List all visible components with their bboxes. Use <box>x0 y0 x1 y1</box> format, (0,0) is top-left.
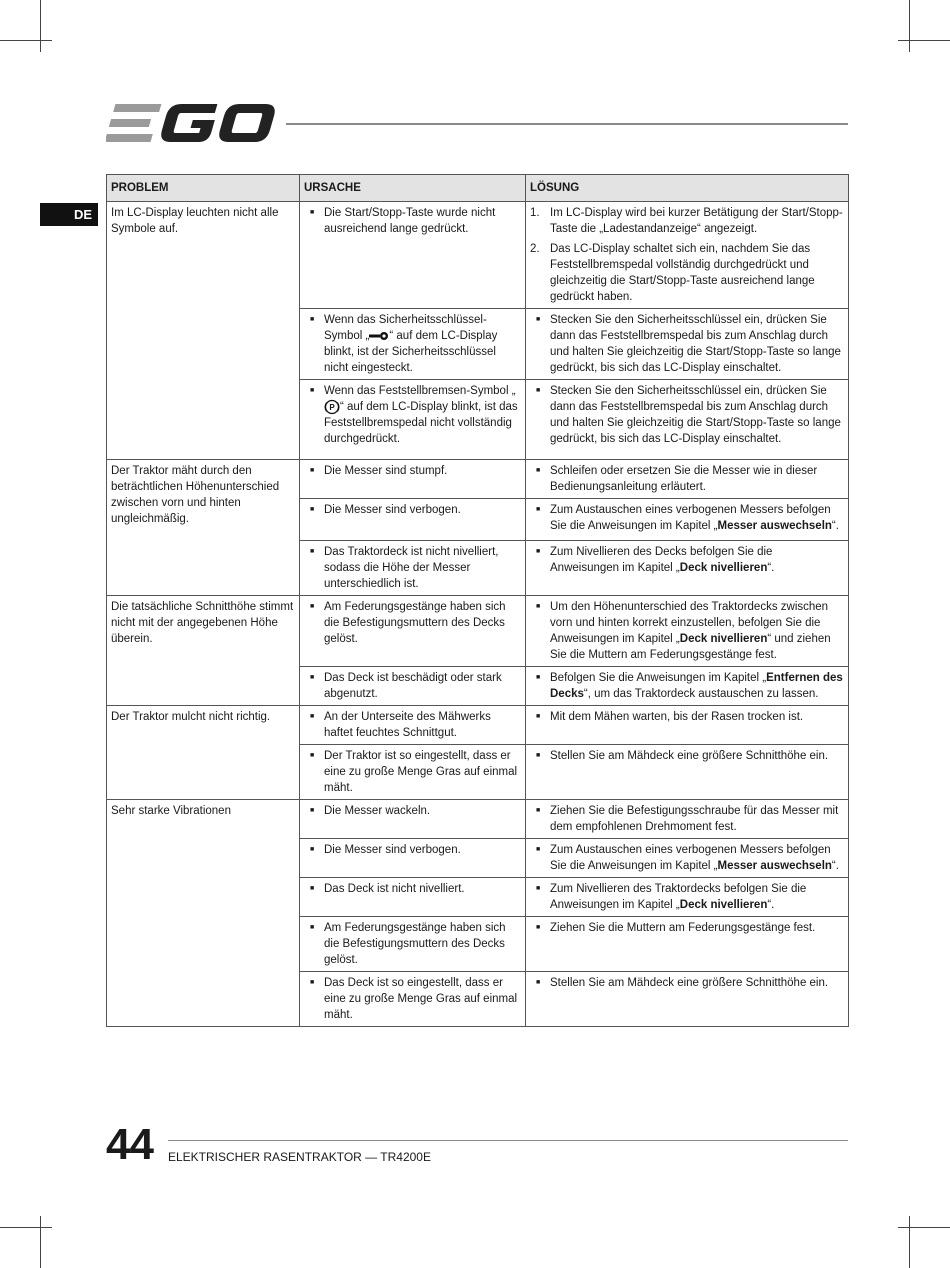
solution-cell: ■ Stellen Sie am Mähdeck eine größere Schnitthöhe ein. <box>526 972 849 1027</box>
solution-cell: ■ Stecken Sie den Sicherheitsschlüssel ein, drücken Sie dann das Feststellbremspedal bis zum Anschlag durch und halten Sie gleichzeitig die Start/Stopp-Taste so lange gedrückt, bis sich das LC-Display einschaltet. <box>526 309 849 380</box>
svg-text:P: P <box>329 403 335 412</box>
chapter-reference: Deck nivellieren <box>679 899 768 911</box>
crop-mark <box>0 1227 52 1228</box>
solution-cell: ■ Ziehen Sie die Befestigungsschraube für das Messer mit dem empfohlenen Drehmoment fest. <box>526 800 849 839</box>
crop-mark <box>0 40 52 41</box>
safety-key-icon <box>369 331 389 341</box>
chapter-reference: Deck nivellieren <box>679 562 768 574</box>
crop-mark <box>40 1216 41 1268</box>
page-number: 44 <box>106 1120 153 1169</box>
problem-cell: Die tatsächliche Schnitthöhe stimmt nicht mit der angegebenen Höhe überein. <box>107 596 300 706</box>
cause-cell: ■ Das Deck ist so eingestellt, dass er eine zu große Menge Gras auf einmal mäht. <box>300 972 526 1027</box>
table-header-row <box>107 175 849 202</box>
cause-cell: ■ An der Unterseite des Mähwerks haftet feuchtes Schnittgut. <box>300 706 526 745</box>
crop-mark <box>40 0 41 52</box>
solution-cell: ■ Zum Austauschen eines verbogenen Messers befolgen Sie die Anweisungen im Kapitel „Messer auswechseln“. <box>526 839 849 878</box>
header-cause: URSACHE <box>300 175 526 202</box>
table-row <box>107 800 849 839</box>
solution-cell: ■ Um den Höhenunterschied des Traktordecks zwischen vorn und hinten korrekt einzustellen, befolgen Sie die Anweisungen im Kapitel „Deck nivellieren“ und ziehen Sie die Muttern am Federungsgestänge fest. <box>526 596 849 667</box>
troubleshooting-table <box>106 174 849 1027</box>
table-row <box>107 596 849 667</box>
crop-mark <box>898 1227 950 1228</box>
cause-cell: ■ Wenn das Sicherheitsschlüssel-Symbol „ “ auf dem LC-Display blinkt, ist der Sicherheitsschlüssel nicht eingesteckt. <box>300 309 526 380</box>
problem-cell: Sehr starke Vibrationen <box>107 800 300 1027</box>
solution-cell: ■ Mit dem Mähen warten, bis der Rasen trocken ist. <box>526 706 849 745</box>
solution-cell: ■ Zum Nivellieren des Traktordecks befolgen Sie die Anweisungen im Kapitel „Deck nivellieren“. <box>526 878 849 917</box>
header-rule <box>286 123 848 125</box>
cause-cell: ■ Das Deck ist nicht nivelliert. <box>300 878 526 917</box>
solution-cell: ■ Befolgen Sie die Anweisungen im Kapitel „Entfernen des Decks“, um das Traktordeck austauschen zu lassen. <box>526 667 849 706</box>
solution-cell: ■ Stecken Sie den Sicherheitsschlüssel ein, drücken Sie dann das Feststellbremspedal bis zum Anschlag durch und halten Sie gleichzeitig die Start/Stopp-Taste so lange gedrückt, bis sich das LC-Display einschaltet. <box>526 380 849 460</box>
cause-cell: ■ Das Traktordeck ist nicht nivelliert, sodass die Höhe der Messer unterschiedlich ist. <box>300 541 526 596</box>
cause-cell: ■ Das Deck ist beschädigt oder stark abgenutzt. <box>300 667 526 706</box>
cause-cell: ■ Am Federungsgestänge haben sich die Befestigungsmuttern des Decks gelöst. <box>300 596 526 667</box>
footer-rule <box>168 1140 848 1141</box>
header-problem: PROBLEM <box>107 175 300 202</box>
cause-cell: ■ Die Messer sind stumpf. <box>300 460 526 499</box>
table-row <box>107 706 849 745</box>
chapter-reference: Messer auswechseln <box>717 520 832 532</box>
language-tab: DE <box>40 203 98 226</box>
problem-cell: Der Traktor mäht durch den beträchtlichen Höhenunterschied zwischen vorn und hinten ungleichmäßig. <box>107 460 300 596</box>
cause-cell: ■ Wenn das Feststellbremsen-Symbol „ P “ auf dem LC-Display blinkt, ist das Feststellbremspedal nicht vollständig durchgedrückt. <box>300 380 526 460</box>
crop-mark <box>909 0 910 52</box>
solution-cell: ■ Zum Austauschen eines verbogenen Messers befolgen Sie die Anweisungen im Kapitel „Messer auswechseln“. <box>526 499 849 541</box>
cause-cell: ■ Am Federungsgestänge haben sich die Befestigungsmuttern des Decks gelöst. <box>300 917 526 972</box>
crop-mark <box>898 40 950 41</box>
chapter-reference: Entfernen des Decks <box>550 672 843 700</box>
header-solution: LÖSUNG <box>526 175 849 202</box>
solution-cell: 1. Im LC-Display wird bei kurzer Betätigung der Start/Stopp-Taste die „Ladestandanzeige“ angezeigt. 2. Das LC-Display schaltet sich ein, nachdem Sie das Feststellbremspedal vollständig durchgedrückt und gleichzeitig die Start/Stopp-Taste ausreichend lange gedrückt haben. <box>526 202 849 309</box>
ego-logo <box>106 102 278 144</box>
crop-mark <box>909 1216 910 1268</box>
parking-brake-icon <box>324 399 340 415</box>
chapter-reference: Messer auswechseln <box>717 860 832 872</box>
table-row <box>107 460 849 499</box>
problem-cell: Der Traktor mulcht nicht richtig. <box>107 706 300 800</box>
problem-cell: Im LC-Display leuchten nicht alle Symbole auf. <box>107 202 300 460</box>
solution-cell: ■ Schleifen oder ersetzen Sie die Messer wie in dieser Bedienungsanleitung erläutert. <box>526 460 849 499</box>
footer-title: ELEKTRISCHER RASENTRAKTOR — TR4200E <box>168 1150 431 1164</box>
cause-cell: ■ Der Traktor ist so eingestellt, dass er eine zu große Menge Gras auf einmal mäht. <box>300 745 526 800</box>
chapter-reference: Deck nivellieren <box>679 633 768 645</box>
solution-cell: ■ Zum Nivellieren des Decks befolgen Sie die Anweisungen im Kapitel „Deck nivellieren“. <box>526 541 849 596</box>
solution-cell: ■ Ziehen Sie die Muttern am Federungsgestänge fest. <box>526 917 849 972</box>
cause-cell: ■ Die Messer wackeln. <box>300 800 526 839</box>
solution-cell: ■ Stellen Sie am Mähdeck eine größere Schnitthöhe ein. <box>526 745 849 800</box>
cause-cell: ■ Die Messer sind verbogen. <box>300 499 526 541</box>
cause-cell: ■ Die Start/Stopp-Taste wurde nicht ausreichend lange gedrückt. <box>300 202 526 309</box>
cause-cell: ■ Die Messer sind verbogen. <box>300 839 526 878</box>
table-row <box>107 202 849 309</box>
